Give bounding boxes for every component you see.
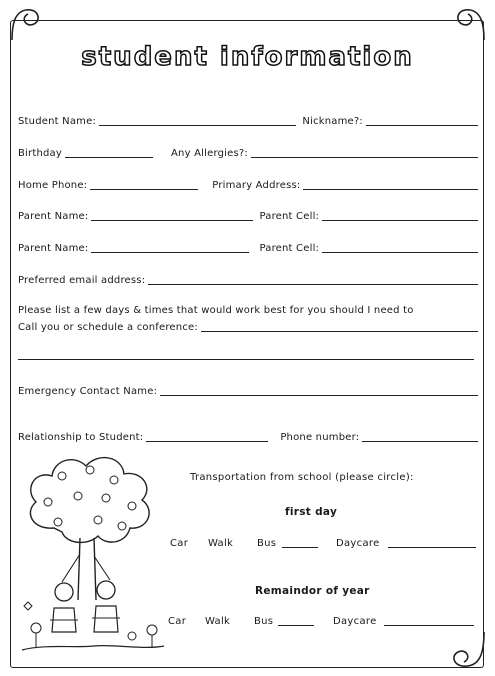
remainder-car-option[interactable]: Car [168,616,187,627]
row-conference [18,322,482,333]
allergies-label: Any Allergies?: [171,148,248,159]
corner-curl-top-left [4,2,50,42]
home-phone-label: Home Phone: [18,180,88,191]
corner-curl-top-right [448,2,494,42]
remainder-daycare-line[interactable] [384,624,474,626]
phone-number-label: Phone number: [280,432,360,443]
first-day-bus-option[interactable]: Bus [257,538,277,549]
row-parent-1 [18,211,482,222]
parent-cell-2-label: Parent Cell: [259,243,320,254]
row-home-phone [18,180,482,191]
conference-label: Call you or schedule a conference: [18,322,198,333]
home-phone-field[interactable] [90,181,198,190]
remainder-bus-line[interactable] [278,624,314,626]
parent-cell-1-field[interactable] [322,212,478,221]
conference-field[interactable] [201,323,478,332]
student-name-label: Student Name: [18,116,97,127]
page-title: student information [81,42,414,72]
emergency-contact-field[interactable] [160,387,478,396]
row-emergency [18,386,482,397]
parent-name-2-label: Parent Name: [18,243,89,254]
row-student-name [18,116,482,127]
nickname-label: Nickname?: [302,116,363,127]
first-day-label: first day [285,506,338,518]
primary-address-field[interactable] [303,181,478,190]
row-parent-2 [18,243,482,254]
corner-curl-bottom-right [444,630,494,674]
first-day-car-option[interactable]: Car [170,538,189,549]
parent-name-1-field[interactable] [91,212,253,221]
emergency-contact-label: Emergency Contact Name: [18,386,158,397]
tree-children-illustration [14,450,169,665]
remainder-label: Remaindor of year [255,585,370,597]
birthday-field[interactable] [65,149,153,158]
birthday-label: Birthday [18,148,63,159]
remainder-daycare-option[interactable]: Daycare [333,616,377,627]
first-day-daycare-line[interactable] [388,546,476,548]
email-label: Preferred email address: [18,275,146,286]
relationship-label: Relationship to Student: [18,432,144,443]
email-field[interactable] [148,276,478,285]
parent-cell-1-label: Parent Cell: [259,211,320,222]
parent-cell-2-field[interactable] [322,244,478,253]
row-relationship [18,432,482,443]
row-email [18,275,482,286]
row-conference-prompt [18,305,482,316]
first-day-daycare-option[interactable]: Daycare [336,538,380,549]
relationship-field[interactable] [146,433,268,442]
transportation-heading: Transportation from school (please circle): [190,472,414,483]
remainder-walk-option[interactable]: Walk [205,616,231,627]
primary-address-label: Primary Address: [212,180,301,191]
conference-extra-line[interactable] [18,359,474,360]
parent-name-2-field[interactable] [91,244,249,253]
row-birthday [18,148,482,159]
phone-number-field[interactable] [362,433,478,442]
first-day-walk-option[interactable]: Walk [208,538,234,549]
parent-name-1-label: Parent Name: [18,211,89,222]
remainder-bus-option[interactable]: Bus [254,616,274,627]
first-day-bus-line[interactable] [282,546,318,548]
student-name-field[interactable] [99,117,296,126]
allergies-field[interactable] [251,149,478,158]
nickname-field[interactable] [366,117,478,126]
conference-prompt-label: Please list a few days & times that would work best for you should I need to [18,305,414,316]
